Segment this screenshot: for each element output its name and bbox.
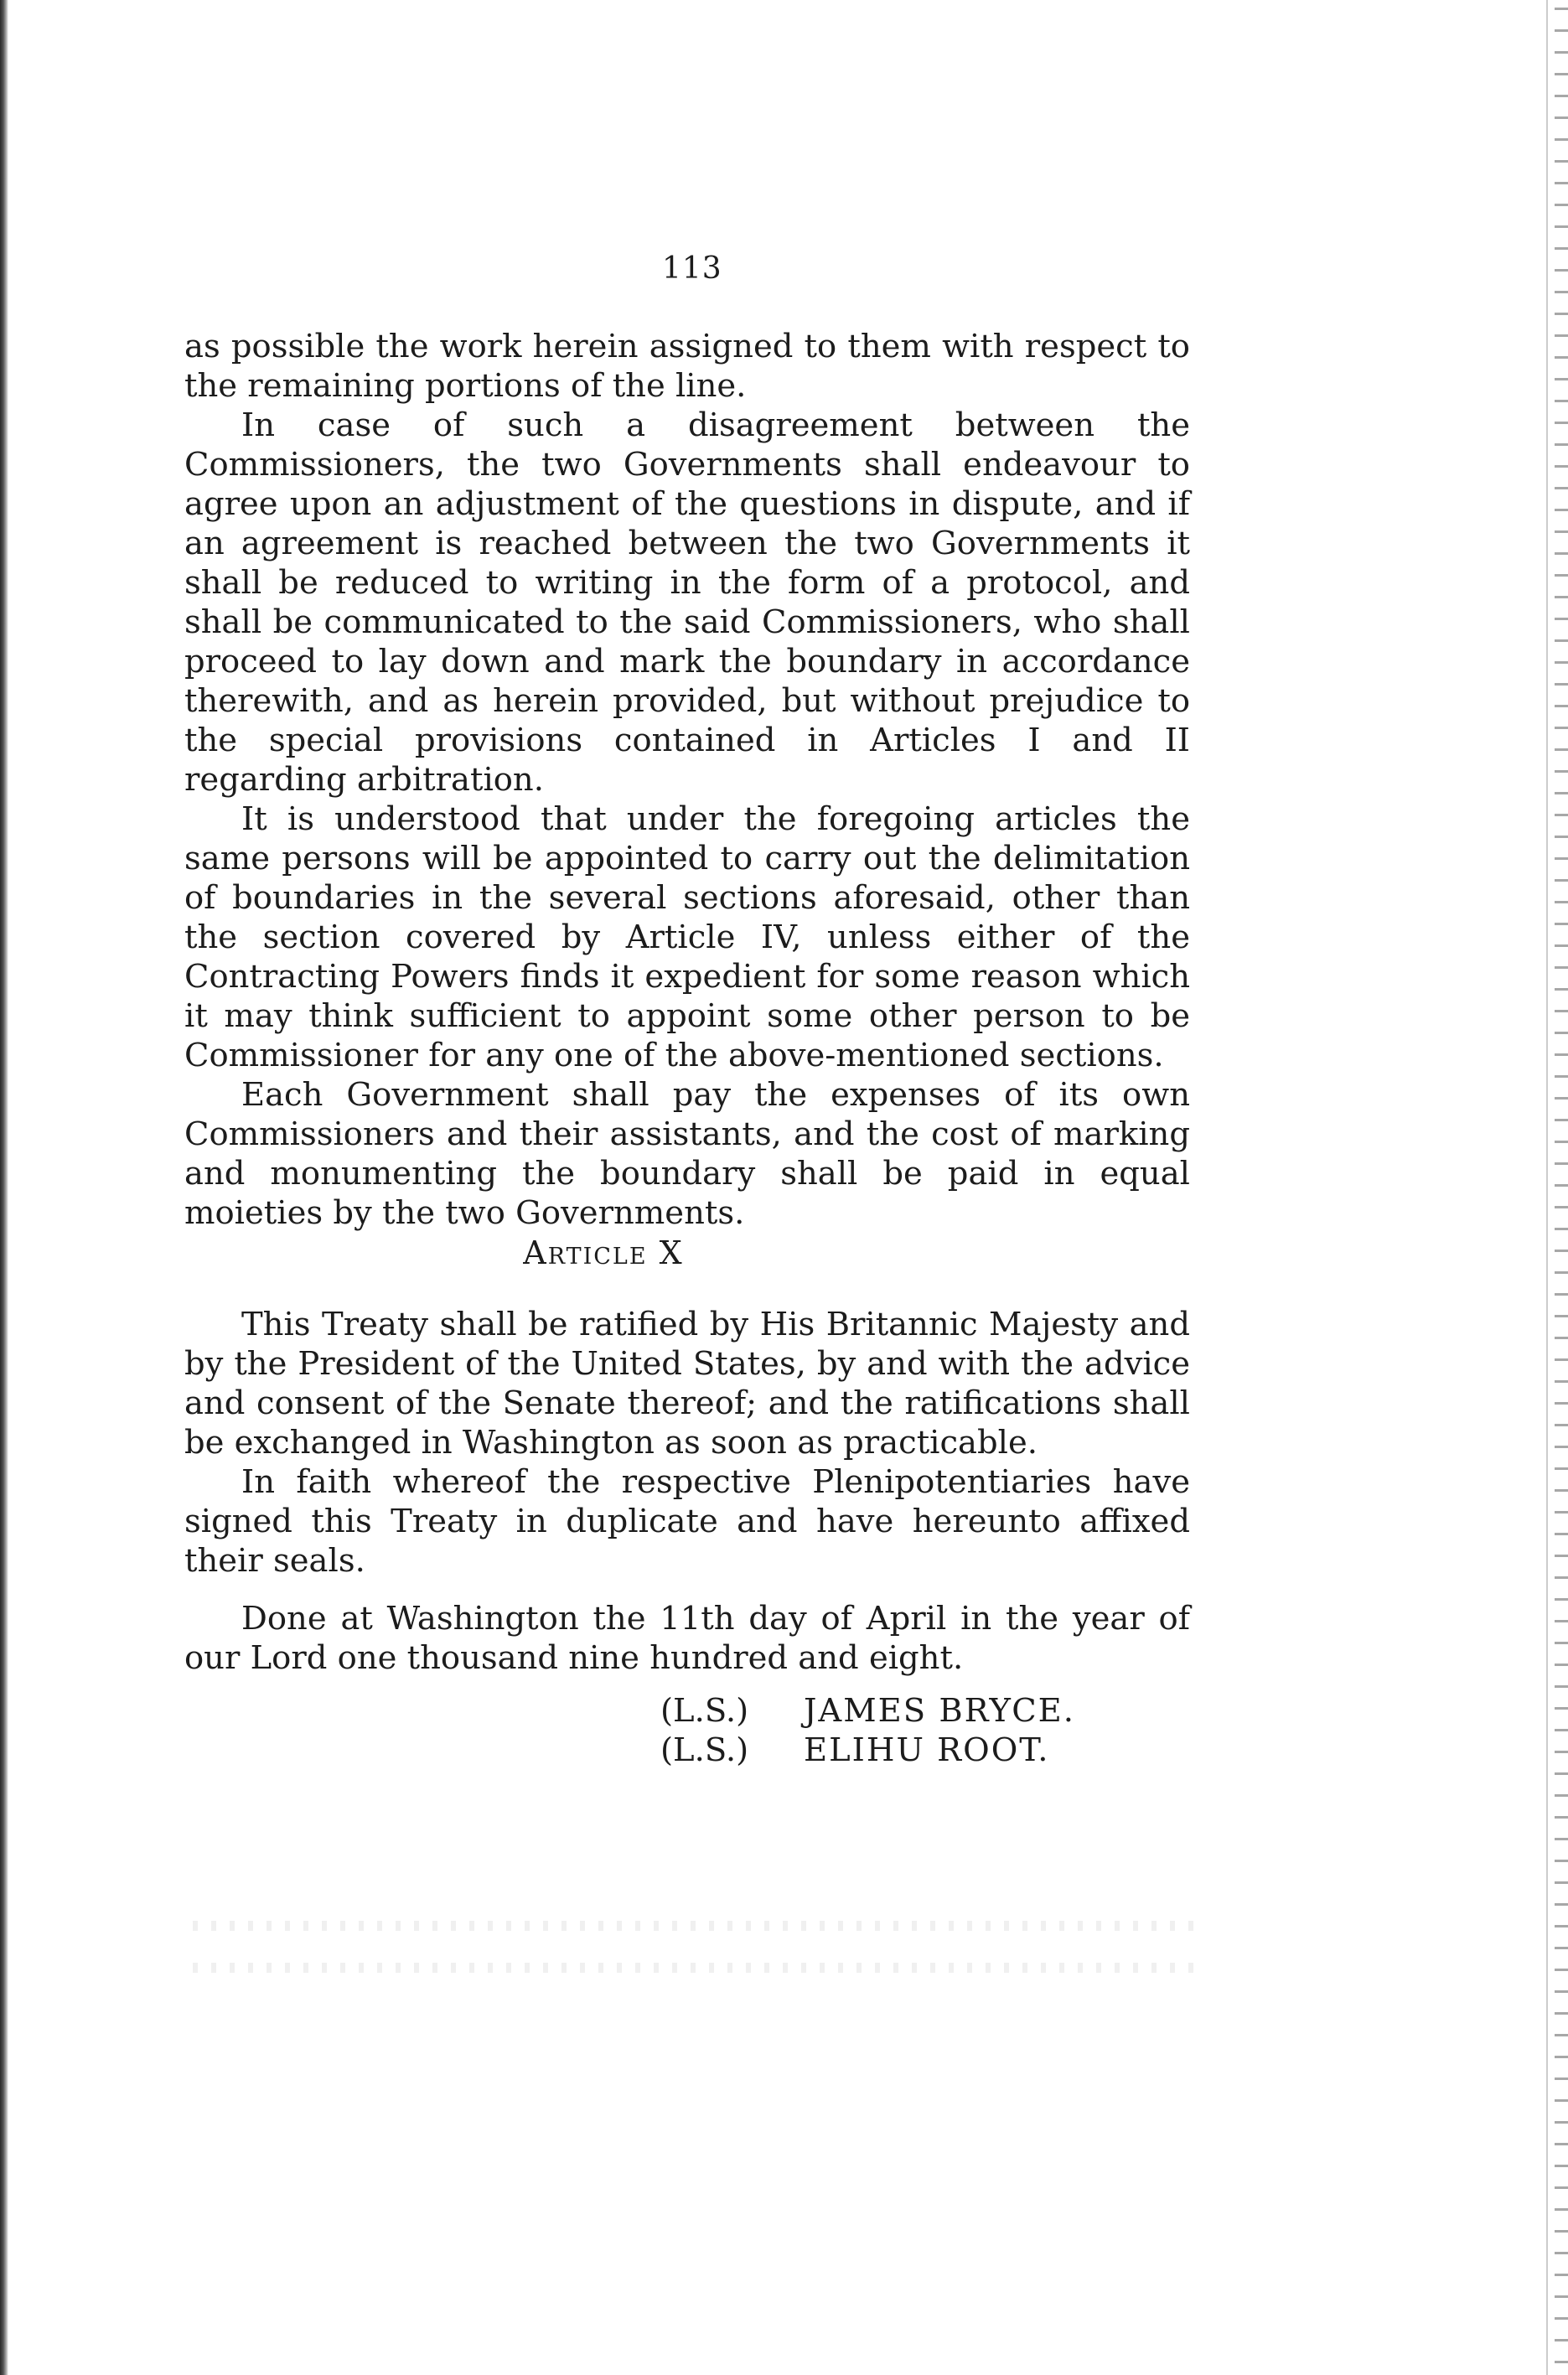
signature-row: [660, 1731, 1075, 1770]
text-block-top: [184, 327, 1190, 1233]
signatory-name: JAMES BRYCE.: [804, 1692, 1076, 1730]
text-block-bottom: [184, 1305, 1190, 1678]
show-through-smudge: [193, 1963, 1198, 1973]
show-through-smudge: [193, 1921, 1198, 1931]
paragraph-expenses: Each Government shall pay the expenses of its own Commissioners and their assistants, and the cost of marking and monumenting the boundary shall be paid in equal moieties by the two Governments.: [184, 1076, 1190, 1232]
signatory-name: ELIHU ROOT.: [804, 1731, 1050, 1769]
scan-right-edge-line: [1546, 0, 1548, 2375]
seal-mark: (L.S.): [660, 1731, 749, 1769]
paragraph-disagreement: In case of such a disagreement between the Commissioners, the two Governments shall endeavour to agree upon an adjustment of the questions in dispute, and if an agreement is reached between the two Governments it shall be reduced to writing in the form of a protocol, and shall be communicated to the said Commissioners, who shall proceed to lay down and mark the boundary in accordance therewith, and as herein provided, but without prejudice to the special provisions contained in Articles I and II regarding arbitration.: [184, 406, 1190, 799]
continuation-paragraph: as possible the work herein assigned to them with respect to the remaining portions of the line.: [184, 328, 1190, 405]
article-heading: Article X: [523, 1234, 684, 1271]
page-number: 113: [662, 251, 722, 286]
paragraph-commissioners: It is understood that under the foregoing articles the same persons will be appointed to carry out the delimitation of boundaries in the several sections aforesaid, other than the section covered by Article IV, unless either of the Contracting Powers finds it expedient for some reason which it may think sufficient to appoint some other person to be Commissioner for any one of the above-mentioned sections.: [184, 800, 1190, 1074]
scan-right-edge: [1555, 0, 1568, 2375]
paragraph-done-at: Done at Washington the 11th day of April in the year of our Lord one thousand nine hundred and eight.: [184, 1600, 1190, 1677]
seal-mark: (L.S.): [660, 1692, 749, 1730]
paragraph-ratification: This Treaty shall be ratified by His Britannic Majesty and by the President of the United States, by and with the advice and consent of the Senate thereof; and the ratifications shall be exchanged in Washington as soon as practicable.: [184, 1306, 1190, 1462]
signature-row: [660, 1691, 1075, 1731]
signature-block: [660, 1691, 1075, 1770]
scan-left-edge: [0, 0, 8, 2375]
paragraph-in-faith: In faith whereof the respective Plenipotentiaries have signed this Treaty in duplicate and have hereunto affixed their seals.: [184, 1463, 1190, 1580]
